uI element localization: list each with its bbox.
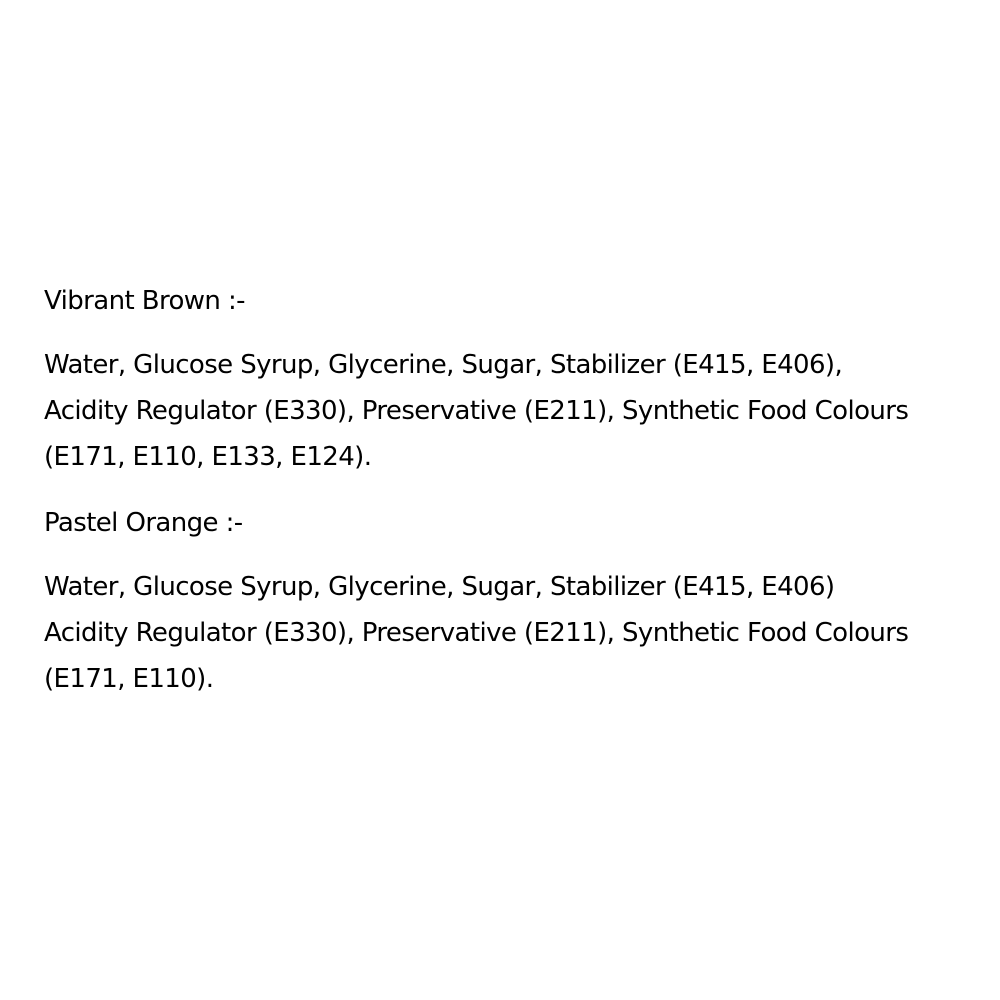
ingredients-line: (E171, E110, E133, E124).: [44, 442, 372, 472]
ingredients-paragraph: [44, 564, 974, 702]
ingredients-list: [44, 278, 974, 722]
ingredients-paragraph: [44, 342, 974, 480]
ingredients-line: Acidity Regulator (E330), Preservative (E211), Synthetic Food Colours: [44, 396, 909, 426]
section-vibrant-brown: [44, 278, 974, 480]
section-heading: Pastel Orange :-: [44, 508, 243, 538]
ingredients-line: Acidity Regulator (E330), Preservative (E211), Synthetic Food Colours: [44, 618, 909, 648]
section-pastel-orange: [44, 500, 974, 702]
section-heading: Vibrant Brown :-: [44, 286, 245, 316]
ingredients-line: (E171, E110).: [44, 664, 214, 694]
ingredients-line: Water, Glucose Syrup, Glycerine, Sugar, Stabilizer (E415, E406): [44, 572, 835, 602]
ingredients-line: Water, Glucose Syrup, Glycerine, Sugar, Stabilizer (E415, E406),: [44, 350, 843, 380]
